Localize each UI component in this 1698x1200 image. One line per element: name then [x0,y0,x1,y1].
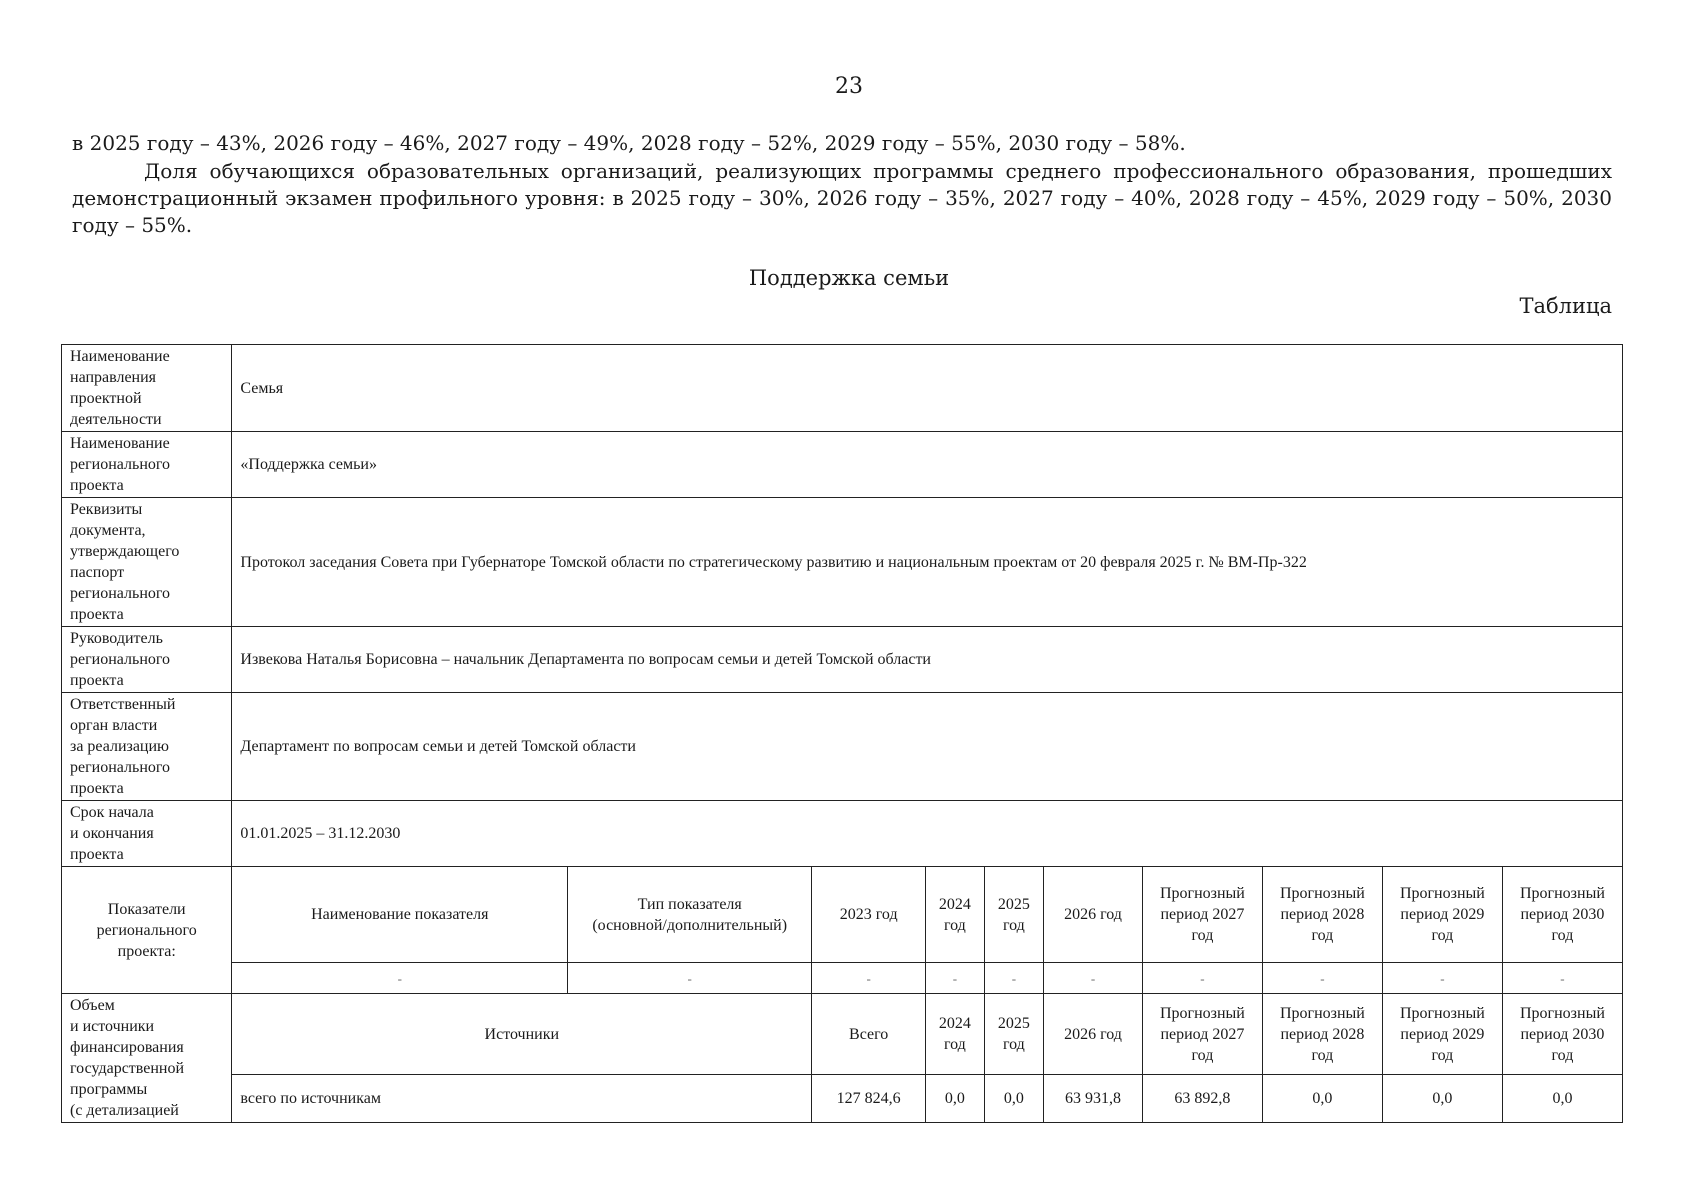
financing-header-cell: Прогнозный период 2029 год [1382,994,1502,1075]
financing-total-2030: 0,0 [1502,1075,1622,1123]
head-value: Извекова Наталья Борисовна – начальник Департамента по вопросам семьи и детей Томской области [232,627,1623,693]
document-value: Протокол заседания Совета при Губернаторе Томской области по стратегическому развитию и национальным проектам от 20 февраля 2025 г. № ВМ-Пр-322 [232,498,1623,627]
project-name-value: «Поддержка семьи» [232,432,1623,498]
indicators-header-cell: Тип показателя (основной/дополнительный) [568,867,812,963]
financing-total-2028: 0,0 [1262,1075,1382,1123]
financing-total-all: 127 824,6 [812,1075,926,1123]
financing-total-2026: 63 931,8 [1044,1075,1143,1123]
financing-header-cell: Прогнозный период 2028 год [1262,994,1382,1075]
head-label: Руководитель регионального проекта [62,627,232,693]
row-authority [62,693,1623,801]
indicators-value-cell: - [1044,963,1143,994]
indicators-value-cell: - [1142,963,1262,994]
indicators-value-row [62,963,1623,994]
indicators-header-cell: Прогнозный период 2028 год [1262,867,1382,963]
financing-total-row [62,1075,1623,1123]
page-number: 23 [835,74,863,99]
project-name-label: Наименование регионального проекта [62,432,232,498]
indicators-label: Показатели регионального проекта: [62,867,232,994]
row-project-name [62,432,1623,498]
indicators-value-cell: - [568,963,812,994]
indicators-value-cell: - [1382,963,1502,994]
direction-label: Наименование направления проектной деятельности [62,345,232,432]
table-caption: Таблица [1519,294,1612,318]
indicators-header-row [62,867,1623,963]
section-title: Поддержка семьи [748,266,950,290]
direction-value: Семья [232,345,1623,432]
indicators-value-cell: - [812,963,926,994]
financing-header-cell: 2026 год [1044,994,1143,1075]
indicators-value-cell: - [232,963,568,994]
project-passport-table [61,344,1623,1123]
period-value: 01.01.2025 – 31.12.2030 [232,801,1623,867]
indicators-value-cell: - [984,963,1043,994]
indicators-header-cell: 2025 год [984,867,1043,963]
row-period [62,801,1623,867]
financing-label: Объем и источники финансирования государственной программы (с детализацией [62,994,232,1123]
indicators-header-cell: 2023 год [812,867,926,963]
document-label: Реквизиты документа, утверждающего паспорт регионального проекта [62,498,232,627]
financing-header-cell: Всего [812,994,926,1075]
row-direction [62,345,1623,432]
financing-header-cell: 2024 год [926,994,984,1075]
financing-header-cell: Источники [232,994,812,1075]
period-label: Срок начала и окончания проекта [62,801,232,867]
indicators-header-cell: 2024 год [926,867,984,963]
financing-header-cell: 2025 год [984,994,1043,1075]
indicators-value-cell: - [1502,963,1622,994]
row-document [62,498,1623,627]
authority-label: Ответственный орган власти за реализацию регионального проекта [62,693,232,801]
financing-total-2029: 0,0 [1382,1075,1502,1123]
financing-header-row [62,994,1623,1075]
financing-header-cell: Прогнозный период 2027 год [1142,994,1262,1075]
indicators-header-cell: Прогнозный период 2027 год [1142,867,1262,963]
financing-total-2024: 0,0 [926,1075,984,1123]
financing-header-cell: Прогнозный период 2030 год [1502,994,1622,1075]
indicators-header-cell: Наименование показателя [232,867,568,963]
indicators-value-cell: - [1262,963,1382,994]
paragraph-demo-exam-share: Доля обучающихся образовательных организаций, реализующих программы среднего профессионального образования, прошедших демонстрационный экзамен профильного уровня: в 2025 году – 30%, 2026 году – 35%, 2027 году – 40%, 2028 году – 45%, 2029 году – 50%, 2030 году – 55%. [72,159,1612,237]
indicators-header-cell: Прогнозный период 2030 год [1502,867,1622,963]
indicators-header-cell: Прогнозный период 2029 год [1382,867,1502,963]
paragraph-targets-continued: в 2025 году – 43%, 2026 году – 46%, 2027 году – 49%, 2028 году – 52%, 2029 году – 55%, 2030 году – 58%. [72,131,1186,155]
authority-value: Департамент по вопросам семьи и детей Томской области [232,693,1623,801]
financing-total-2025: 0,0 [984,1075,1043,1123]
indicators-header-cell: 2026 год [1044,867,1143,963]
financing-total-label: всего по источникам [232,1075,812,1123]
financing-total-2027: 63 892,8 [1142,1075,1262,1123]
row-head [62,627,1623,693]
indicators-value-cell: - [926,963,984,994]
